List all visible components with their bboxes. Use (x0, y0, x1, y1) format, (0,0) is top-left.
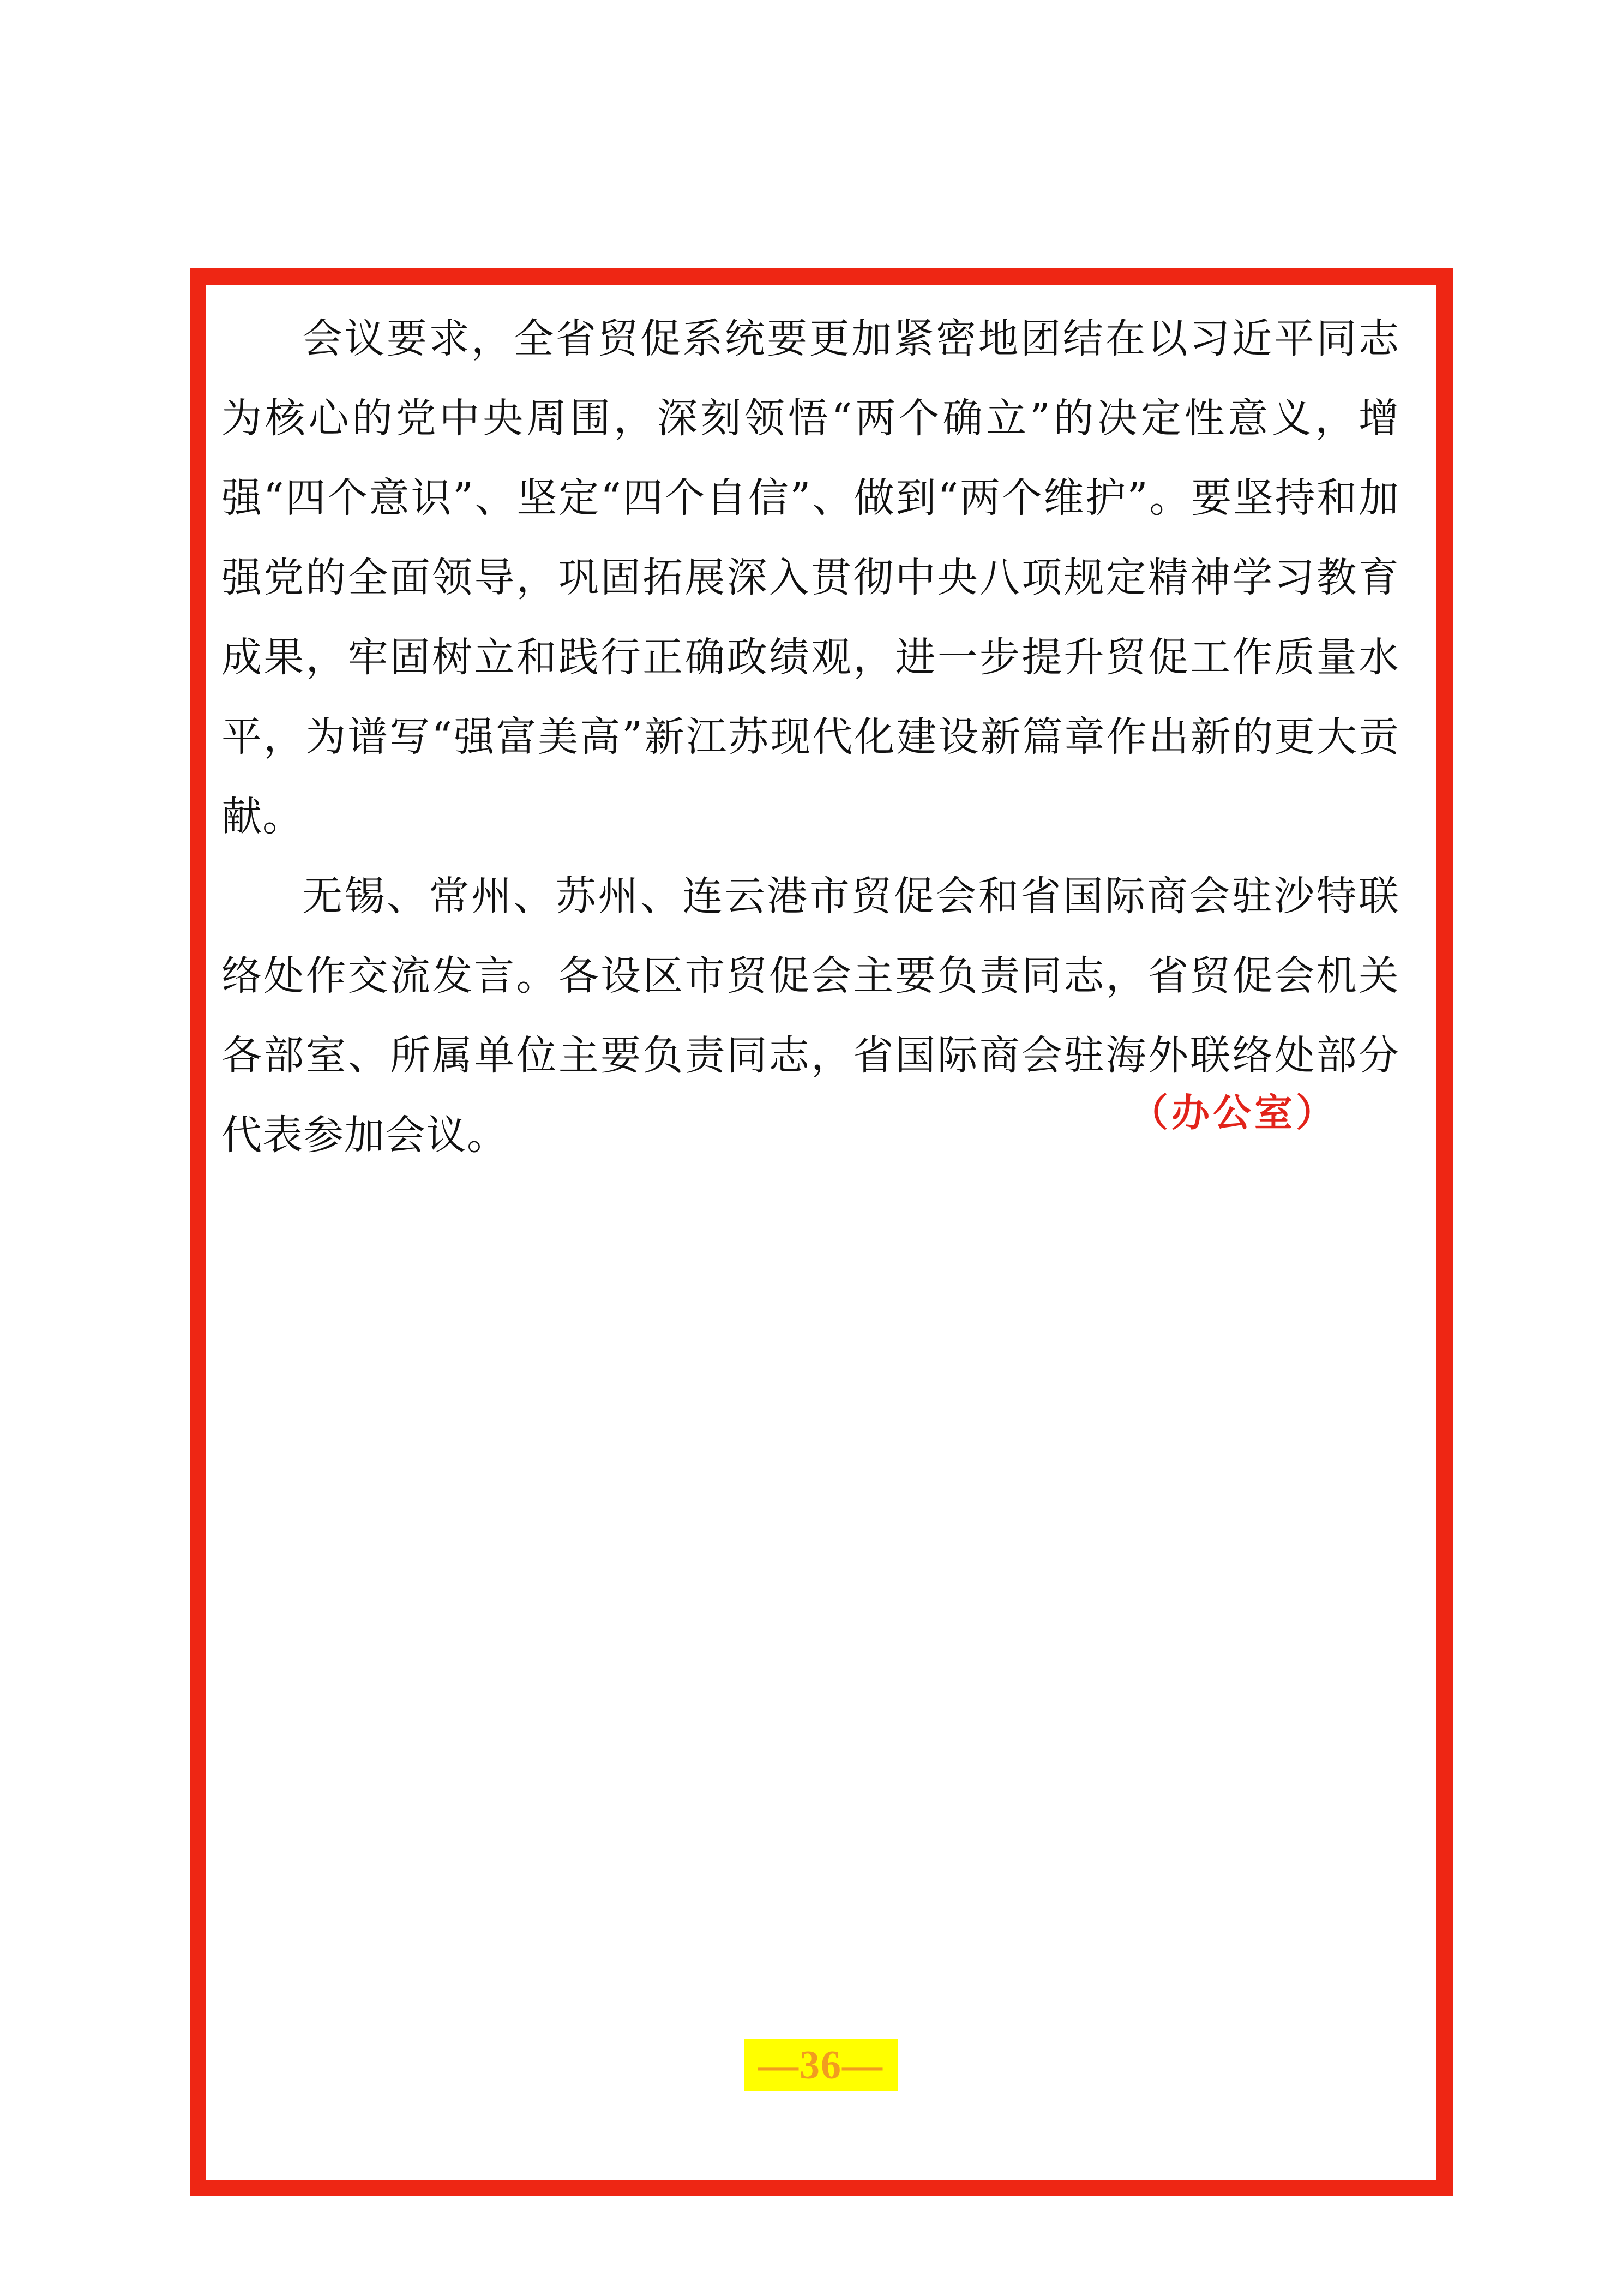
article-body (221, 299, 1399, 1175)
paragraph-attendees: 无锡、常州、苏州、连云港市贸促会和省国际商会驻沙特联络处作交流发言。各设区市贸促会主要负责同志，省贸促会机关各部室、所属单位主要负责同志，省国际商会驻海外联络处部分代表参加会议。 (221, 873, 1399, 1159)
page-number-badge (744, 2039, 898, 2091)
author-signature: （办公室） (1130, 1090, 1337, 1135)
page-number: —36— (758, 2042, 883, 2088)
paragraph-meeting-requirements: 会议要求，全省贸促系统要更加紧密地团结在以习近平同志为核心的党中央周围，深刻领悟“两个确立”的决定性意义，增强“四个意识”、坚定“四个自信”、做到“两个维护”。要坚持和加强党的全面领导，巩固拓展深入贯彻中央八项规定精神学习教育成果，牢固树立和践行正确政绩观，进一步提升贸促工作质量水平，为谱写“强富美高”新江苏现代化建设新篇章作出新的更大贡献。 (221, 315, 1399, 840)
